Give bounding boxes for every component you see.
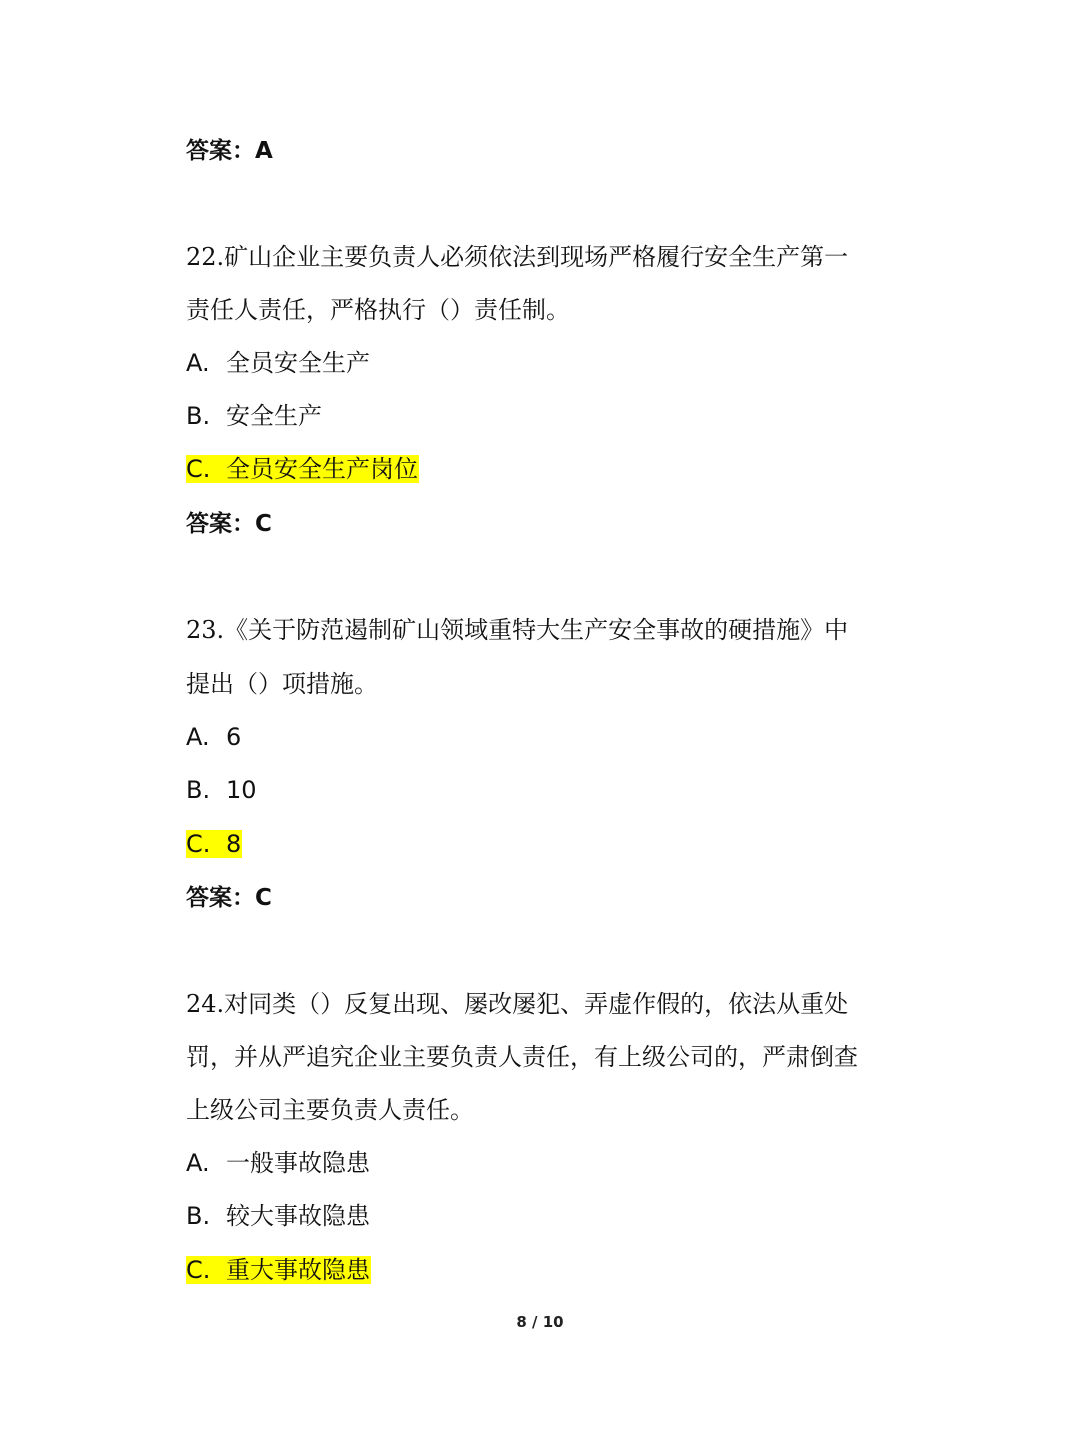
- question-23-option-b: [186, 773, 257, 807]
- option-letter: C.: [186, 830, 211, 858]
- highlighted-option: [186, 830, 242, 858]
- answer-label-prev: 答案：A: [186, 138, 273, 164]
- option-letter: B.: [186, 1202, 211, 1230]
- question-22-line-1: 22.矿山企业主要负责人必须依法到现场严格履行安全生产第一: [186, 243, 849, 271]
- option-letter: C.: [186, 455, 211, 483]
- question-22-option-b: [186, 399, 322, 433]
- option-letter: A.: [186, 349, 210, 377]
- question-24-line-1: 24.对同类（）反复出现、屡改屡犯、弄虚作假的，依法从重处: [186, 990, 849, 1018]
- question-22-option-a: [186, 346, 370, 380]
- option-text: 全员安全生产岗位: [226, 455, 418, 483]
- question-23-line-2: 提出（）项措施。: [186, 670, 378, 698]
- option-text: 10: [226, 776, 257, 804]
- option-text: 较大事故隐患: [226, 1202, 370, 1230]
- option-letter: A.: [186, 1149, 210, 1177]
- option-letter: B.: [186, 776, 211, 804]
- option-text: 重大事故隐患: [226, 1256, 370, 1284]
- highlighted-option: [186, 455, 419, 483]
- question-24-option-a: [186, 1146, 370, 1180]
- page-number: 8 / 10: [516, 1313, 564, 1331]
- question-24-option-b: [186, 1199, 370, 1233]
- option-letter: B.: [186, 402, 211, 430]
- option-text: 安全生产: [226, 402, 322, 430]
- answer-label-23: 答案：C: [186, 885, 272, 911]
- question-24-option-c: [186, 1253, 371, 1287]
- question-22-line-2: 责任人责任，严格执行（）责任制。: [186, 296, 570, 324]
- option-text: 6: [226, 723, 242, 751]
- question-23-option-a: [186, 720, 241, 754]
- option-letter: C.: [186, 1256, 211, 1284]
- option-text: 8: [226, 830, 242, 858]
- option-letter: A.: [186, 723, 210, 751]
- question-22-option-c: [186, 452, 419, 486]
- question-23-line-1: 23.《关于防范遏制矿山领域重特大生产安全事故的硬措施》中: [186, 616, 849, 644]
- option-text: 全员安全生产: [226, 349, 370, 377]
- highlighted-option: [186, 1256, 371, 1284]
- option-text: 一般事故隐患: [226, 1149, 370, 1177]
- question-24-line-3: 上级公司主要负责人责任。: [186, 1096, 474, 1124]
- question-24-line-2: 罚，并从严追究企业主要负责人责任，有上级公司的，严肃倒查: [186, 1043, 858, 1071]
- answer-label-22: 答案：C: [186, 511, 272, 537]
- question-23-option-c: [186, 827, 242, 861]
